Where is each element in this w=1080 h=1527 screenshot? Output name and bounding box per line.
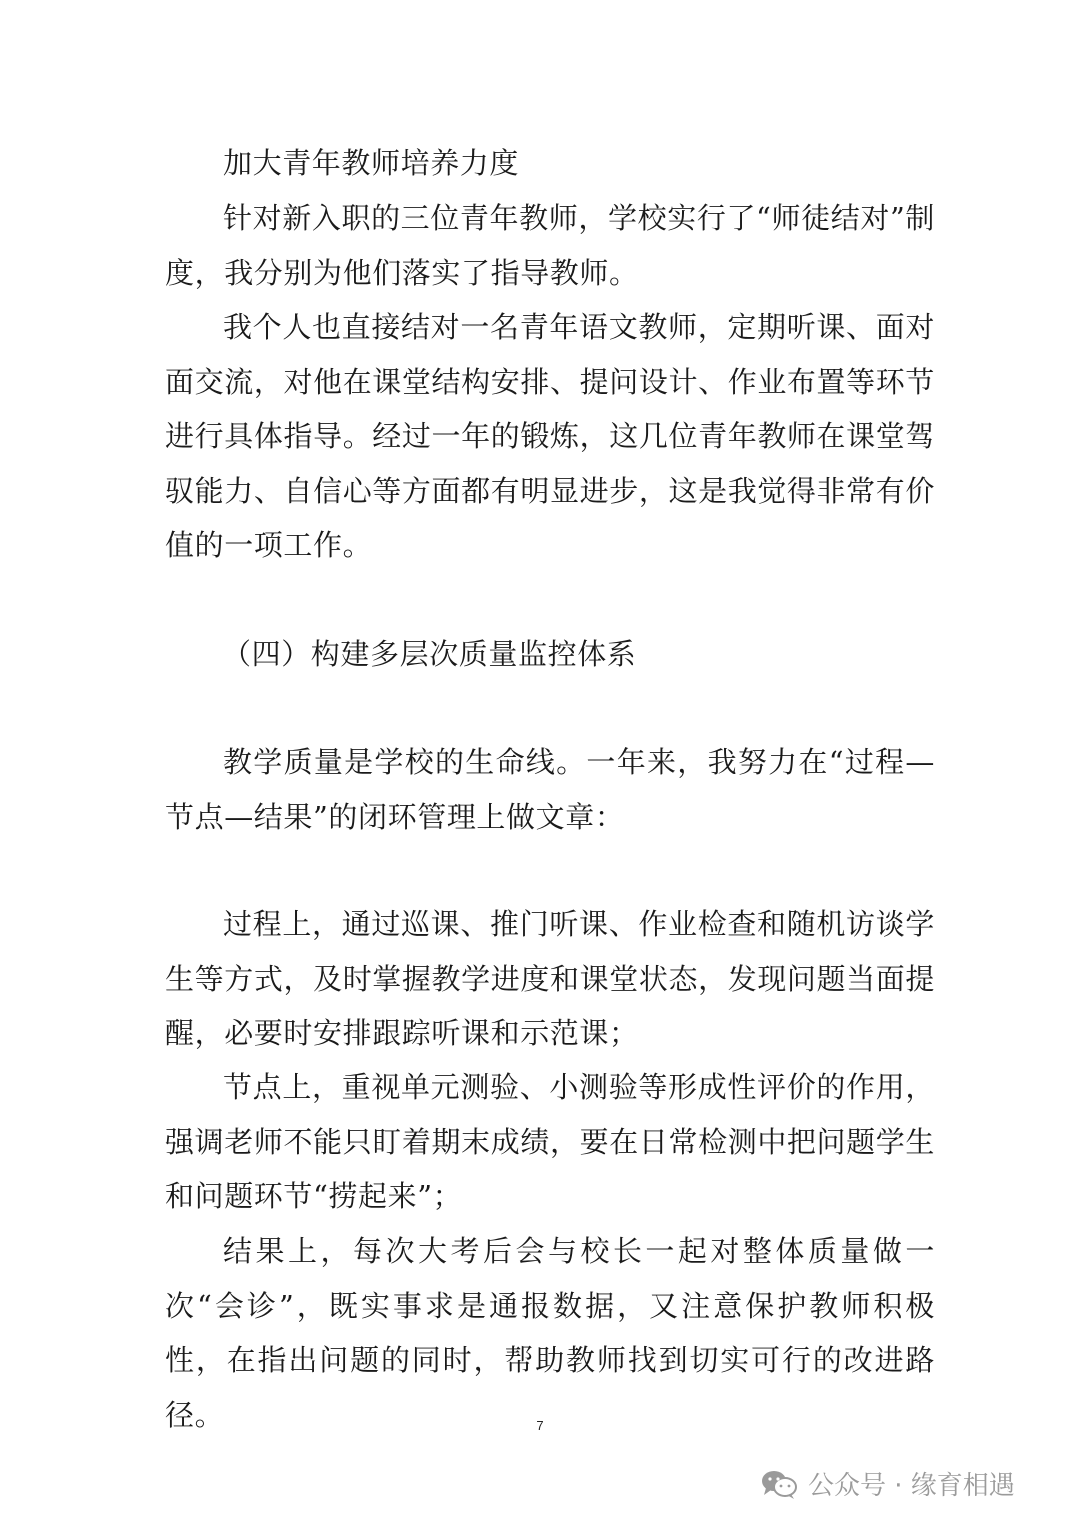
paragraph-checkpoint: 节点上，重视单元测验、小测验等形成性评价的作用，强调老师不能只盯着期末成绩，要在日常检测中把问题学生和问题环节“捞起来”； <box>165 1070 935 1213</box>
section-heading: （四）构建多层次质量监控体系 <box>222 637 637 671</box>
paragraph-quality-intro: 教学质量是学校的生命线。一年来，我努力在“过程—节点—结果”的闭环管理上做文章： <box>165 745 935 834</box>
paragraph-process: 过程上，通过巡课、推门听课、作业检查和随机访谈学生等方式，及时掌握教学进度和课堂状态，发现问题当面提醒，必要时安排跟踪听课和示范课； <box>165 907 935 1050</box>
paragraph-mentoring: 针对新入职的三位青年教师，学校实行了“师徒结对”制度，我分别为他们落实了指导教师。 <box>165 201 935 290</box>
paragraph-youth-teacher-title: 加大青年教师培养力度 <box>223 146 520 180</box>
page-number: 7 <box>536 1418 544 1433</box>
paragraph-personal-mentoring: 我个人也直接结对一名青年语文教师，定期听课、面对面交流，对他在课堂结构安排、提问设计、作业布置等环节进行具体指导。经过一年的锻炼，这几位青年教师在课堂驾驭能力、自信心等方面都有明显进步，这是我觉得非常有价值的一项工作。 <box>165 310 935 562</box>
watermark <box>760 1465 1015 1502</box>
wechat-icon <box>760 1468 798 1500</box>
paragraph-result: 结果上，每次大考后会与校长一起对整体质量做一次“会诊”，既实事求是通报数据，又注意保护教师积极性，在指出问题的同时，帮助教师找到切实可行的改进路径。 <box>165 1234 935 1432</box>
watermark-text: 公众号 · 缘育相遇 <box>808 1471 1015 1501</box>
